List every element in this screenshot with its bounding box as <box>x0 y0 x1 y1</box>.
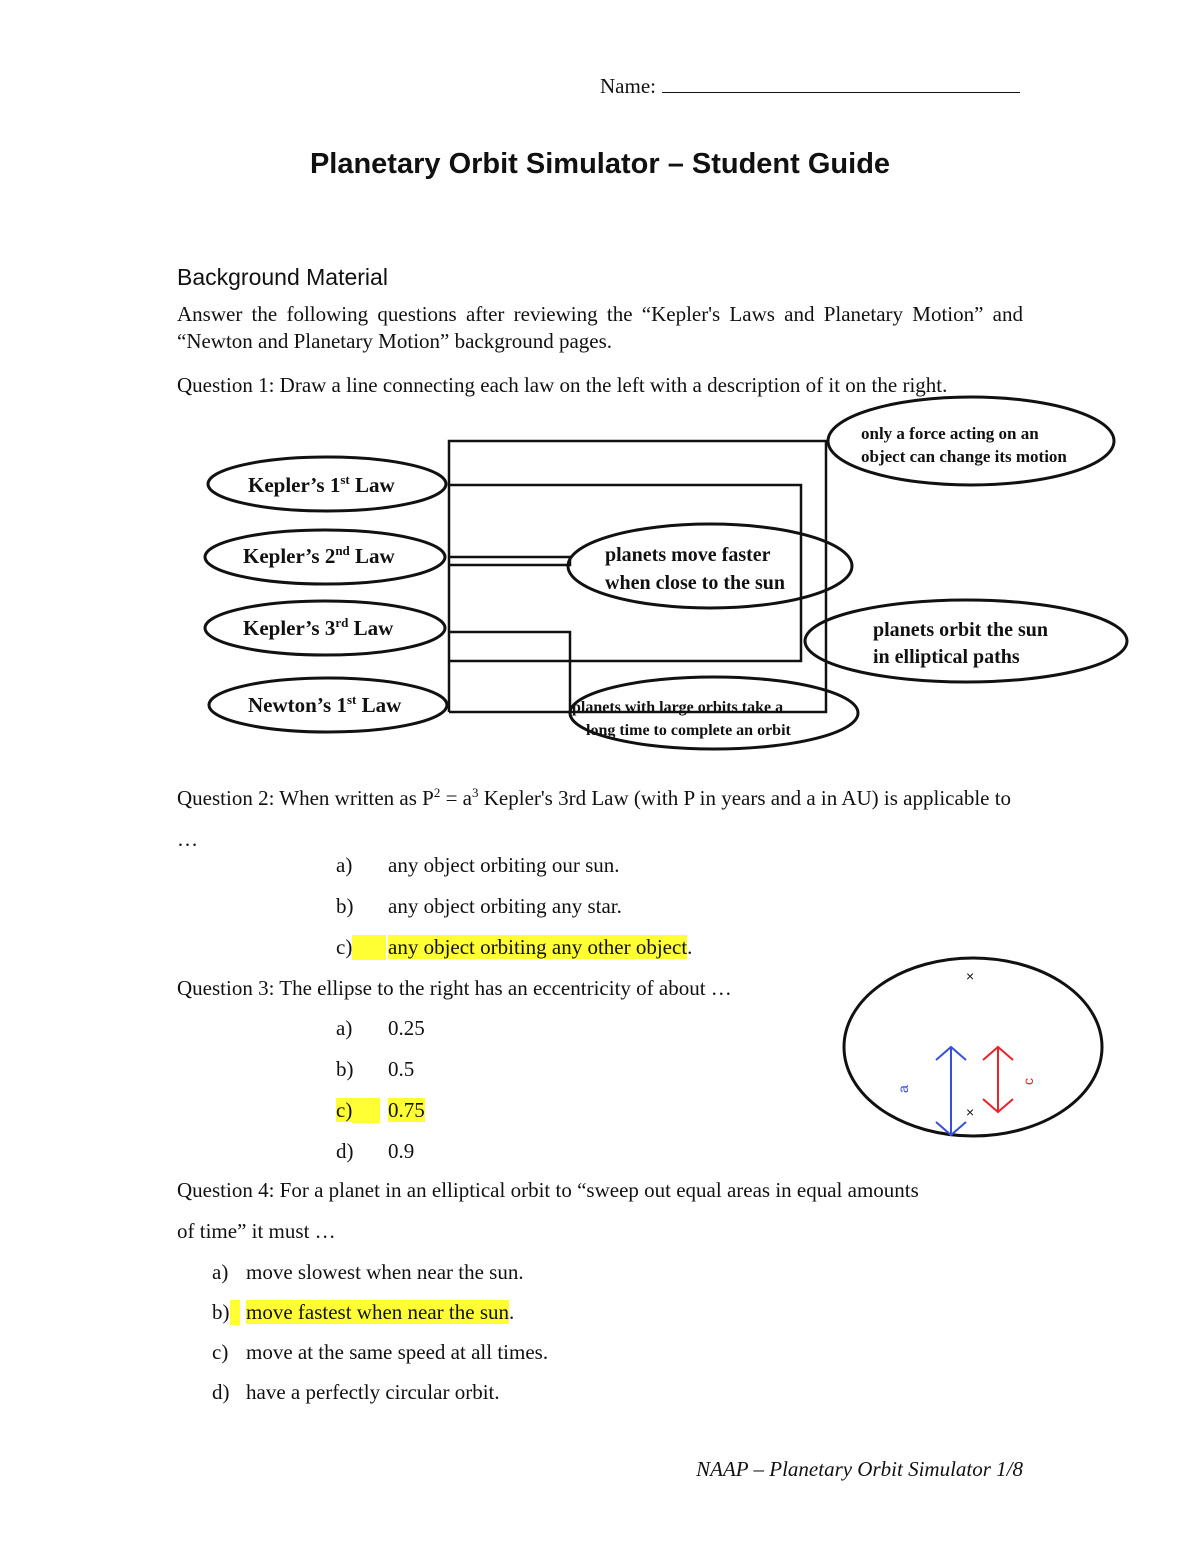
desc-faster-line2: when close to the sun <box>605 572 786 594</box>
label-a: a <box>895 1085 911 1093</box>
eccentricity-ellipse-figure <box>838 950 1108 1144</box>
law-label-newton-1: Newton’s 1st Law <box>248 692 402 717</box>
law-label-kepler-3: Kepler’s 3rd Law <box>243 615 394 640</box>
desc-faster-line1: planets move faster <box>605 544 771 566</box>
name-label: Name: <box>600 74 656 98</box>
desc-force-line1: only a force acting on an <box>861 424 1039 443</box>
question-3-options <box>0 1016 820 1186</box>
ellipse-elliptical-paths <box>805 600 1127 682</box>
question-4-options <box>0 1260 1200 1430</box>
desc-large-line2: long time to complete an orbit <box>586 722 791 739</box>
page-footer: NAAP – Planetary Orbit Simulator 1/8 <box>696 1457 1023 1481</box>
q3-option-c-text[interactable]: 0.75 <box>388 1098 425 1122</box>
q2-option-c-label[interactable]: c) <box>336 935 386 960</box>
connector-kepler2-faster <box>450 557 570 565</box>
page-title: Planetary Orbit Simulator – Student Guide <box>309 148 891 180</box>
q4-option-b-label[interactable]: b) <box>212 1300 240 1325</box>
connector-kepler3-large <box>450 632 570 712</box>
matching-diagram <box>0 0 1200 760</box>
desc-elliptical-line2: in elliptical paths <box>873 646 1020 668</box>
q4-option-b-text[interactable]: move fastest when near the sun. <box>246 1300 515 1324</box>
q2-option-a-text[interactable]: any object orbiting our sun. <box>388 853 620 877</box>
q4-option-a-text[interactable]: move slowest when near the sun. <box>246 1260 524 1284</box>
label-c: c <box>1020 1078 1036 1085</box>
focal-distance-arrow <box>983 1047 1013 1112</box>
intro-paragraph: Answer the following questions after reviewing the “Kepler's Laws and Planetary Motion” and “Newton and Planetary Motion” background pages. <box>177 302 1023 353</box>
question-4-line1: Question 4: For a planet in an elliptical orbit to “sweep out equal areas in equal amounts <box>177 1178 919 1202</box>
desc-large-line1: planets with large orbits take a <box>572 699 784 716</box>
q3-option-b-text[interactable]: 0.5 <box>388 1057 415 1081</box>
q2-option-b-label[interactable]: b) <box>336 894 354 918</box>
question-1-text: Question 1: Draw a line connecting each law on the left with a description of it on the right. <box>177 373 948 397</box>
focus-mark-bottom: × <box>966 1104 975 1120</box>
q4-option-d-text[interactable]: have a perfectly circular orbit. <box>246 1380 500 1404</box>
section-heading: Background Material <box>177 264 388 290</box>
q4-option-c-text[interactable]: move at the same speed at all times. <box>246 1340 549 1364</box>
question-3-text: Question 3: The ellipse to the right has an eccentricity of about … <box>177 976 732 1000</box>
desc-force-line2: object can change its motion <box>861 447 1067 466</box>
focus-mark-top: × <box>966 968 975 984</box>
law-label-kepler-2: Kepler’s 2nd Law <box>243 543 395 568</box>
q4-option-c-label[interactable]: c) <box>212 1340 229 1364</box>
q3-option-d-text[interactable]: 0.9 <box>388 1139 415 1163</box>
law-label-kepler-1: Kepler’s 1st Law <box>248 472 395 497</box>
q4-option-a-label[interactable]: a) <box>212 1260 229 1284</box>
q3-option-b-label[interactable]: b) <box>336 1057 354 1081</box>
q2-option-c-text[interactable]: any object orbiting any other object. <box>388 935 693 959</box>
semi-major-axis-arrow <box>936 1047 966 1135</box>
desc-elliptical-line1: planets orbit the sun <box>873 619 1049 641</box>
q2-option-a-label[interactable]: a) <box>336 853 353 877</box>
q3-option-a-text[interactable]: 0.25 <box>388 1016 425 1040</box>
q3-option-c-label[interactable]: c) <box>336 1098 380 1123</box>
q2-option-b-text[interactable]: any object orbiting any star. <box>388 894 622 918</box>
ellipse-faster-near-sun <box>568 524 852 608</box>
question-4-line2: of time” it must … <box>177 1219 336 1243</box>
q3-option-a-label[interactable]: a) <box>336 1016 353 1040</box>
q4-option-d-label[interactable]: d) <box>212 1380 230 1404</box>
q3-option-d-label[interactable]: d) <box>336 1139 354 1163</box>
question-2-text: Question 2: When written as $P^2 = a^3$ Kepler's 3rd Law (with P in years and a in AU) is applicable to … <box>177 785 1012 851</box>
